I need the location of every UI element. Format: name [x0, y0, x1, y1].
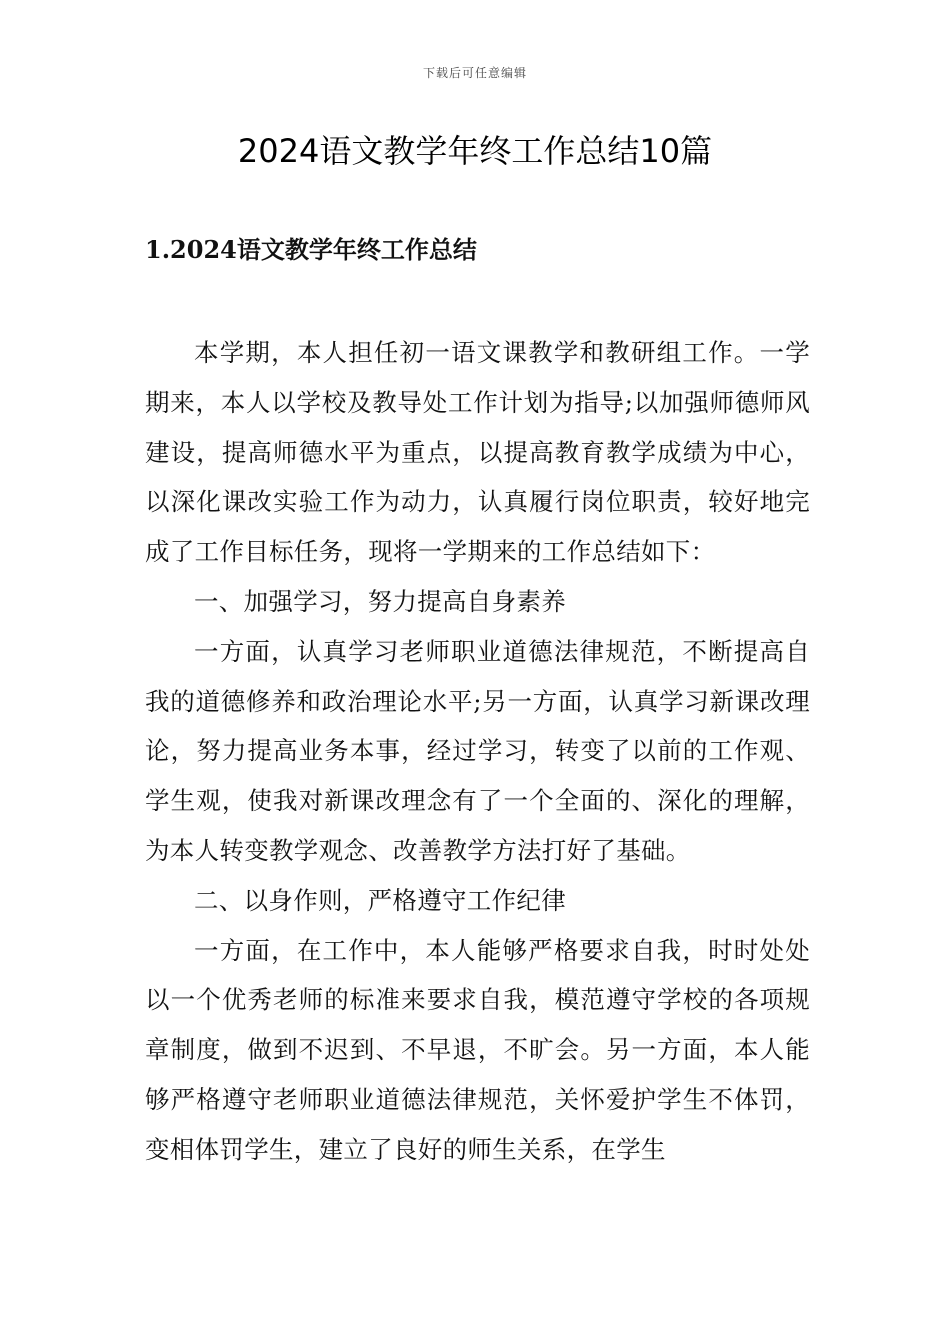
- paragraph-1: 一方面，认真学习老师职业道德法律规范，不断提高自我的道德修养和政治理论水平;另一方面，认真学习新课改理论，努力提高业务本事，经过学习，转变了以前的工作观、学生观，使我对新课改理念有了一个全面的、深化的理解，为本人转变教学观念、改善教学方法打好了基础。: [145, 636, 810, 865]
- paragraph-2: 一方面，在工作中，本人能够严格要求自我，时时处处以一个优秀老师的标准来要求自我，模范遵守学校的各项规章制度，做到不迟到、不早退，不旷会。另一方面，本人能够严格遵守老师职业道德法律规范，关怀爱护学生不体罚，变相体罚学生，建立了良好的师生关系，在学生: [145, 935, 810, 1164]
- body-text: [145, 328, 810, 1175]
- document-title: 2024语文教学年终工作总结10篇: [237, 132, 713, 170]
- paragraph-intro: 本学期，本人担任初一语文课教学和教研组工作。一学期来，本人以学校及教导处工作计划为指导;以加强师德师风建设，提高师德水平为重点，以提高教育教学成绩为中心，以深化课改实验工作为动力，认真履行岗位职责，较好地完成了工作目标任务，现将一学期来的工作总结如下：: [145, 338, 810, 567]
- subheading-2: 二、以身作则，严格遵守工作纪律: [194, 885, 566, 915]
- section-heading: 1.2024语文教学年终工作总结: [145, 235, 477, 264]
- subheading-1: 一、加强学习，努力提高自身素养: [194, 586, 566, 616]
- header-note: 下载后可任意编辑: [422, 66, 527, 80]
